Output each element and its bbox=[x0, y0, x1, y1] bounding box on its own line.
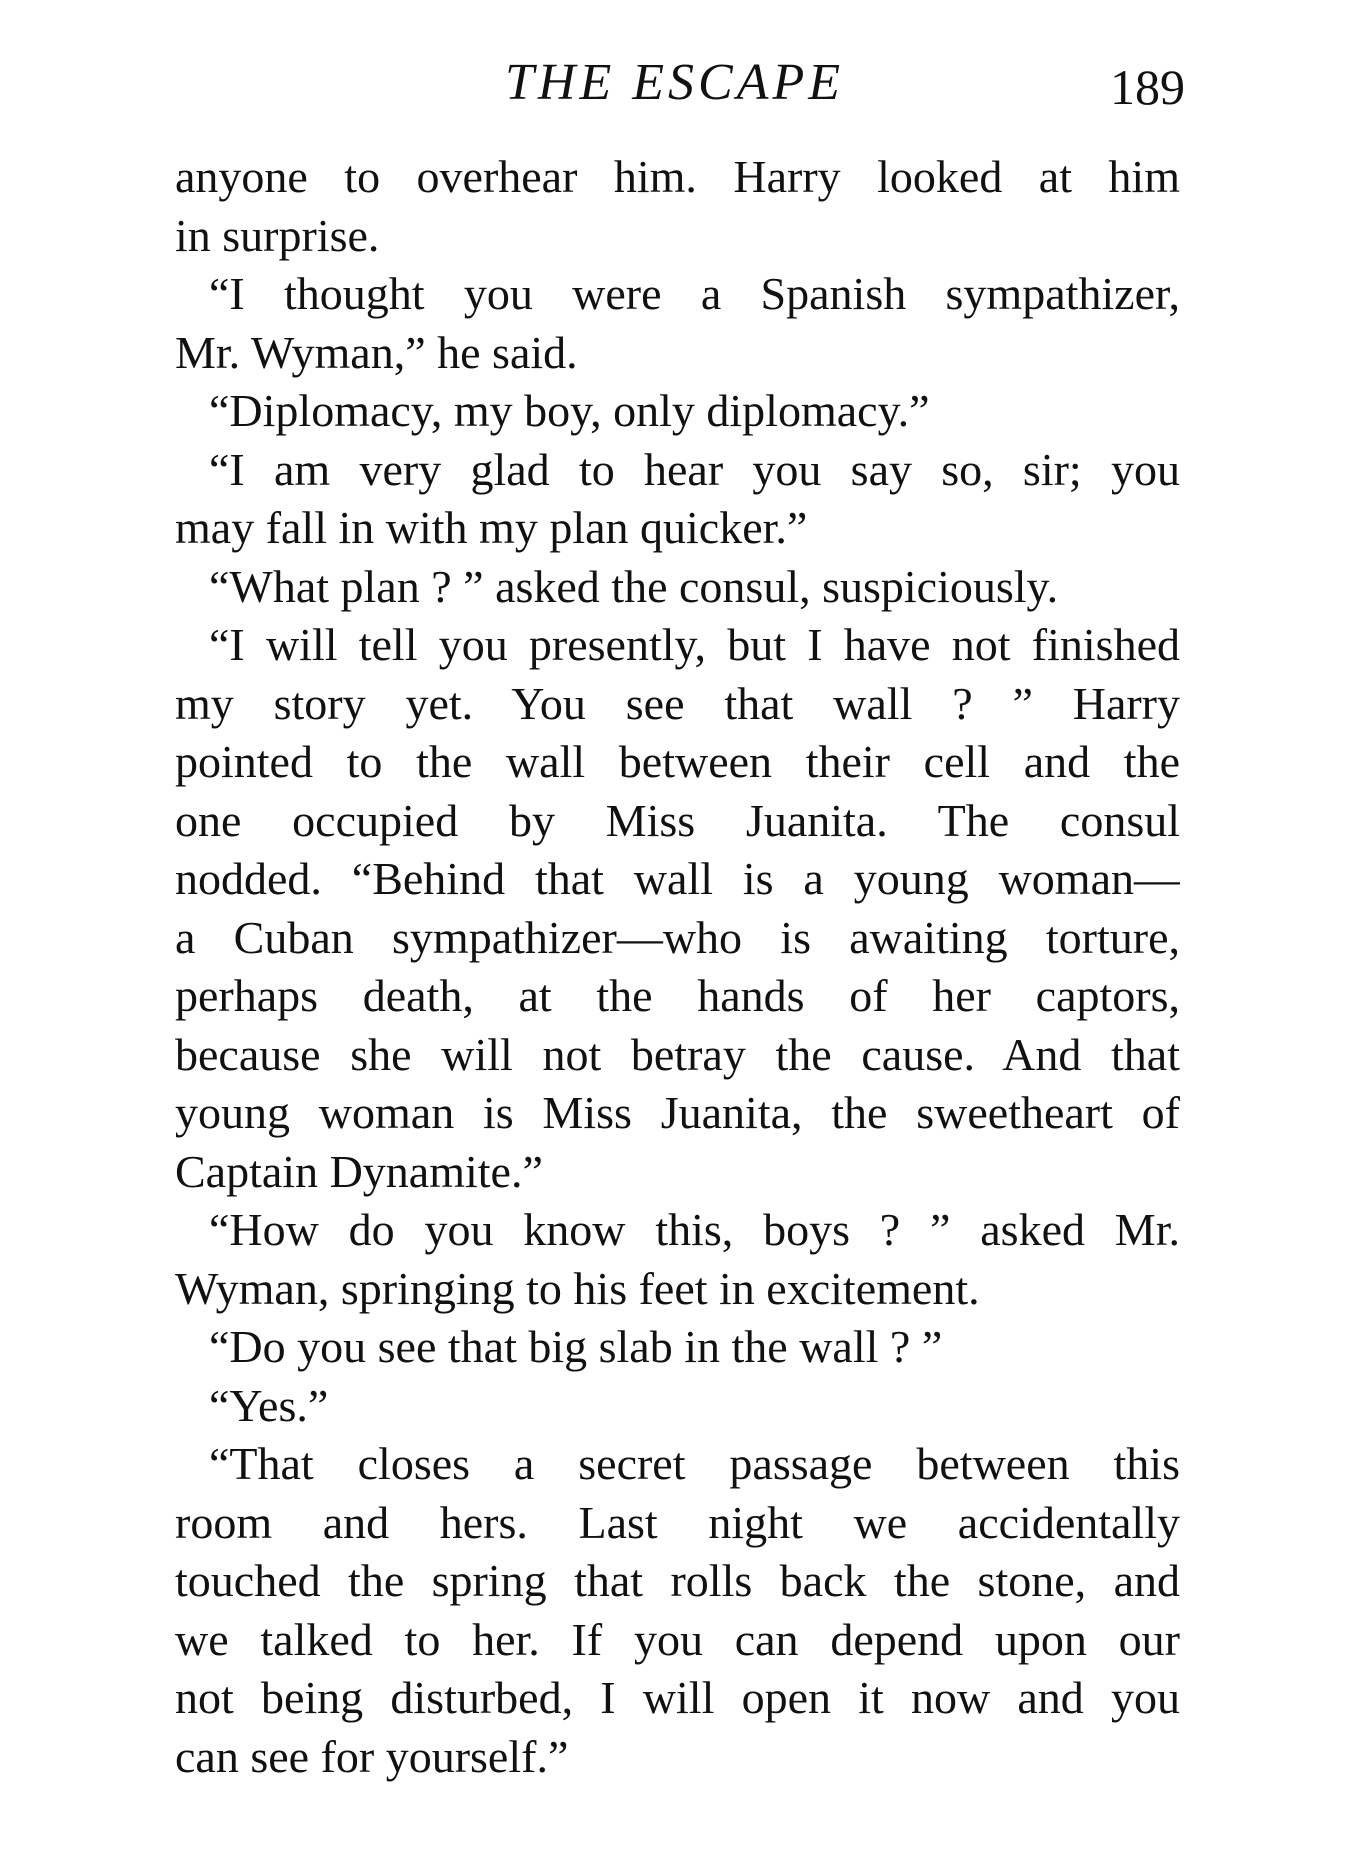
text-line: “Do you see that big slab in the wall ? ” bbox=[209, 1321, 943, 1372]
paragraph bbox=[175, 1318, 1180, 1377]
running-head bbox=[0, 48, 1350, 118]
paragraph bbox=[175, 148, 1180, 265]
paragraph bbox=[175, 1435, 1180, 1786]
text-line: one occupied by Miss Juanita. The consul bbox=[175, 794, 1180, 846]
paragraph bbox=[175, 265, 1180, 382]
paragraph bbox=[175, 558, 1180, 617]
text-line: pointed to the wall between their cell and the bbox=[175, 736, 1180, 787]
text-line: anyone to overhear him. Harry looked at him bbox=[175, 151, 1180, 202]
text-line: can see for yourself.” bbox=[175, 1730, 569, 1782]
text-line: in surprise. bbox=[175, 209, 380, 261]
text-line: we talked to her. If you can depend upon our bbox=[175, 1613, 1180, 1665]
text-line: a Cuban sympathizer—who is awaiting torture, bbox=[175, 911, 1180, 963]
text-line: Captain Dynamite.” bbox=[175, 1145, 543, 1197]
paragraph bbox=[175, 1201, 1180, 1318]
text-line: “Yes.” bbox=[209, 1379, 329, 1431]
text-line: “I will tell you presently, but I have not finished bbox=[209, 619, 1180, 670]
paragraph bbox=[175, 382, 1180, 441]
running-title: THE ESCAPE bbox=[505, 54, 844, 111]
text-line: because she will not betray the cause. And that bbox=[175, 1028, 1180, 1080]
text-line: “That closes a secret passage between this bbox=[209, 1438, 1180, 1489]
text-line: perhaps death, at the hands of her captors, bbox=[175, 970, 1180, 1021]
text-line: “Diplomacy, my boy, only diplomacy.” bbox=[209, 385, 930, 436]
paragraph bbox=[175, 616, 1180, 1201]
text-line: touched the spring that rolls back the stone, and bbox=[175, 1555, 1180, 1606]
text-line: “How do you know this, boys ? ” asked Mr. bbox=[209, 1204, 1180, 1255]
text-line: “I thought you were a Spanish sympathizer, bbox=[209, 268, 1180, 319]
paragraph bbox=[175, 441, 1180, 558]
text-line: “What plan ? ” asked the consul, suspiciously. bbox=[209, 560, 1059, 612]
text-line: not being disturbed, I will open it now and you bbox=[175, 1672, 1180, 1723]
text-line: nodded. “Behind that wall is a young woman— bbox=[175, 853, 1180, 904]
text-line: room and hers. Last night we accidentally bbox=[175, 1496, 1180, 1548]
text-body bbox=[175, 148, 1180, 1786]
text-line: may fall in with my plan quicker.” bbox=[175, 502, 808, 553]
text-line: “I am very glad to hear you say so, sir; you bbox=[209, 443, 1180, 495]
text-line: Wyman, springing to his feet in excitement. bbox=[175, 1262, 980, 1314]
text-line: young woman is Miss Juanita, the sweetheart of bbox=[175, 1087, 1180, 1138]
page-number: 189 bbox=[1110, 59, 1185, 115]
paragraph bbox=[175, 1377, 1180, 1436]
text-line: Mr. Wyman,” he said. bbox=[175, 326, 578, 378]
text-line: my story yet. You see that wall ? ” Harry bbox=[175, 677, 1180, 729]
